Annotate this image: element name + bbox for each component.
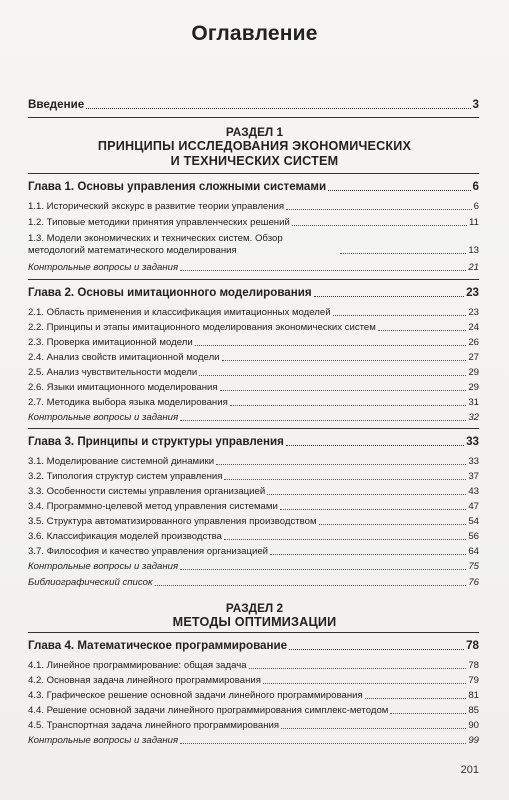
toc-entry[interactable] (28, 382, 479, 394)
leader-dots (222, 360, 467, 361)
divider (28, 428, 479, 429)
toc-entry-label: 1.1. Исторический экскурс в развитие теории управления (28, 201, 285, 212)
leader-dots (180, 420, 466, 421)
chapter-page: 33 (466, 435, 479, 448)
toc-entry-label: 2.1. Область применения и классификация имитационных моделей (28, 307, 331, 318)
section-name-line: И ТЕХНИЧЕСКИХ СИСТЕМ (170, 154, 339, 168)
toc-entry-label: 2.6. Языки имитационного моделирования (28, 382, 218, 393)
toc-chapter-2[interactable] (28, 286, 479, 300)
leader-dots (224, 539, 466, 540)
toc-entry-label: 3.5. Структура автоматизированного управления производством (28, 516, 317, 527)
toc-entry-page: 79 (468, 675, 479, 686)
toc-entry-label: 1.2. Типовые методики принятия управленческих решений (28, 217, 290, 228)
toc-entry-label: 2.3. Проверка имитационной модели (28, 337, 193, 348)
toc-entry-page: 23 (468, 307, 479, 318)
chapter-page: 23 (466, 286, 479, 299)
toc-entry-label: 4.2. Основная задача линейного программирования (28, 675, 261, 686)
chapter-title: Глава 3. Принципы и структуры управления (28, 435, 284, 448)
toc-entry-bibliography[interactable] (28, 577, 479, 589)
toc-entry[interactable] (28, 486, 479, 498)
toc-entry-page: 27 (468, 352, 479, 363)
toc-entry[interactable] (28, 705, 479, 717)
toc-entry[interactable] (28, 675, 479, 687)
toc-entry[interactable] (28, 307, 479, 319)
leader-dots (216, 464, 466, 465)
toc-entry-label: 4.4. Решение основной задачи линейного программирования симплекс-методом (28, 705, 389, 716)
toc-entry[interactable] (28, 690, 479, 702)
toc-entry-label: Контрольные вопросы и задания (28, 735, 179, 746)
leader-dots (328, 190, 470, 191)
toc-entry-label: Контрольные вопросы и задания (28, 262, 179, 273)
chapter-page: 78 (466, 639, 479, 652)
leader-dots (220, 390, 467, 391)
toc-entry-review-questions[interactable] (28, 412, 479, 424)
toc-entry-label: 4.1. Линейное программирование: общая задача (28, 660, 247, 671)
toc-entry-label: 3.4. Программно-целевой метод управления системами (28, 501, 278, 512)
chapter-title: Глава 4. Математическое программирование (28, 639, 288, 652)
section-label: РАЗДЕЛ 2 (225, 601, 284, 615)
leader-dots (286, 445, 464, 446)
leader-dots (180, 743, 466, 744)
toc-entry-page: 75 (468, 561, 479, 572)
toc-entry[interactable] (28, 501, 479, 513)
leader-dots (267, 494, 466, 495)
toc-entry[interactable] (28, 322, 479, 334)
toc-chapter-3[interactable] (28, 435, 479, 449)
toc-entry-page: 85 (468, 705, 479, 716)
toc-entry-page: 3 (472, 98, 479, 111)
toc-entry[interactable] (28, 367, 479, 379)
section-label: РАЗДЕЛ 1 (225, 125, 284, 139)
leader-dots (289, 649, 464, 650)
toc-entry-page: 47 (468, 501, 479, 512)
leader-dots (314, 296, 464, 297)
toc-entry-page: 29 (468, 367, 479, 378)
leader-dots (224, 479, 466, 480)
leader-dots (180, 569, 466, 570)
leader-dots (270, 554, 466, 555)
divider (28, 117, 479, 118)
leader-dots (155, 585, 467, 586)
toc-entry-label: 2.2. Принципы и этапы имитационного моделирования экономических систем (28, 322, 376, 333)
toc-entry[interactable] (28, 201, 479, 213)
chapter-page: 6 (472, 180, 479, 193)
divider (28, 173, 479, 174)
page-title: Оглавление (191, 22, 318, 45)
leader-dots (86, 108, 470, 109)
leader-dots (281, 728, 466, 729)
toc-entry-introduction[interactable] (28, 98, 479, 112)
toc-entry-label: 2.7. Методика выбора языка моделирования (28, 397, 228, 408)
toc-entry-label: 3.7. Философия и качество управления организацией (28, 546, 269, 557)
toc-entry[interactable] (28, 531, 479, 543)
section-name-line: ПРИНЦИПЫ ИССЛЕДОВАНИЯ ЭКОНОМИЧЕСКИХ (97, 139, 412, 153)
toc-entry[interactable] (28, 337, 479, 349)
section-heading-1 (0, 125, 509, 169)
leader-dots (292, 225, 467, 226)
toc-entry-label: 3.6. Классификация моделей производства (28, 531, 222, 542)
toc-entry-page: 37 (468, 471, 479, 482)
chapter-title: Глава 2. Основы имитационного моделирования (28, 286, 312, 299)
leader-dots (365, 698, 467, 699)
toc-entry[interactable] (28, 352, 479, 364)
leader-dots (333, 315, 467, 316)
toc-entry-page: 32 (468, 412, 479, 423)
toc-entry-review-questions[interactable] (28, 735, 479, 747)
divider (28, 632, 479, 633)
toc-entry-label: Контрольные вопросы и задания (28, 561, 179, 572)
leader-dots (199, 375, 466, 376)
toc-entry[interactable] (28, 233, 479, 257)
toc-entry[interactable] (28, 516, 479, 528)
toc-entry-page: 31 (468, 397, 479, 408)
toc-entry-label: 1.3. Модели экономических и технических систем. Обзор методологий математического моделирования (28, 233, 283, 256)
toc-entry[interactable] (28, 660, 479, 672)
toc-entry-label: Библиографический список (28, 577, 153, 588)
section-name-line: МЕТОДЫ ОПТИМИЗАЦИИ (172, 615, 337, 629)
toc-chapter-4[interactable] (28, 639, 479, 653)
toc-entry-page: 56 (468, 531, 479, 542)
toc-entry[interactable] (28, 397, 479, 409)
leader-dots (180, 270, 466, 271)
toc-entry-page: 54 (468, 516, 479, 527)
divider (28, 279, 479, 280)
toc-entry[interactable] (28, 456, 479, 468)
toc-entry[interactable] (28, 546, 479, 558)
leader-dots (286, 209, 472, 210)
leader-dots (249, 668, 467, 669)
toc-entry-page: 13 (468, 245, 479, 256)
leader-dots (280, 509, 466, 510)
toc-entry-label: Контрольные вопросы и задания (28, 412, 179, 423)
toc-entry-label: 3.2. Типология структур систем управления (28, 471, 223, 482)
page-number: 201 (460, 764, 479, 776)
toc-entry[interactable] (28, 217, 479, 229)
toc-entry-page: 26 (468, 337, 479, 348)
section-heading-2 (0, 601, 509, 630)
toc-entry-page: 29 (468, 382, 479, 393)
toc-entry[interactable] (28, 720, 479, 732)
toc-entry[interactable] (28, 471, 479, 483)
toc-entry-page: 90 (468, 720, 479, 731)
leader-dots (195, 345, 467, 346)
toc-entry-page: 43 (468, 486, 479, 497)
toc-chapter-1[interactable] (28, 180, 479, 194)
leader-dots (390, 713, 466, 714)
toc-entry-page: 99 (468, 735, 479, 746)
toc-entry-page: 24 (468, 322, 479, 333)
toc-entry-review-questions[interactable] (28, 561, 479, 573)
toc-entry-review-questions[interactable] (28, 262, 479, 274)
toc-entry-page: 81 (468, 690, 479, 701)
toc-entry-page: 6 (473, 201, 479, 212)
toc-entry-page: 33 (468, 456, 479, 467)
toc-entry-page: 11 (469, 217, 479, 228)
leader-dots (319, 524, 467, 525)
leader-dots (340, 253, 466, 254)
toc-entry-page: 76 (468, 577, 479, 588)
toc-entry-page: 78 (468, 660, 479, 671)
toc-entry-label: 3.1. Моделирование системной динамики (28, 456, 215, 467)
chapter-title: Глава 1. Основы управления сложными системами (28, 180, 327, 193)
leader-dots (378, 330, 466, 331)
toc-entry-label: 4.5. Транспортная задача линейного программирования (28, 720, 280, 731)
toc-entry-page: 64 (468, 546, 479, 557)
leader-dots (263, 683, 466, 684)
toc-entry-page: 21 (468, 262, 479, 273)
toc-entry-label: 2.4. Анализ свойств имитационной модели (28, 352, 220, 363)
toc-entry-label: Введение (28, 98, 85, 111)
toc-entry-label: 2.5. Анализ чувствительности модели (28, 367, 198, 378)
toc-entry-label: 4.3. Графическое решение основной задачи линейного программирования (28, 690, 363, 701)
leader-dots (230, 405, 467, 406)
toc-entry-label: 3.3. Особенности системы управления организацией (28, 486, 266, 497)
